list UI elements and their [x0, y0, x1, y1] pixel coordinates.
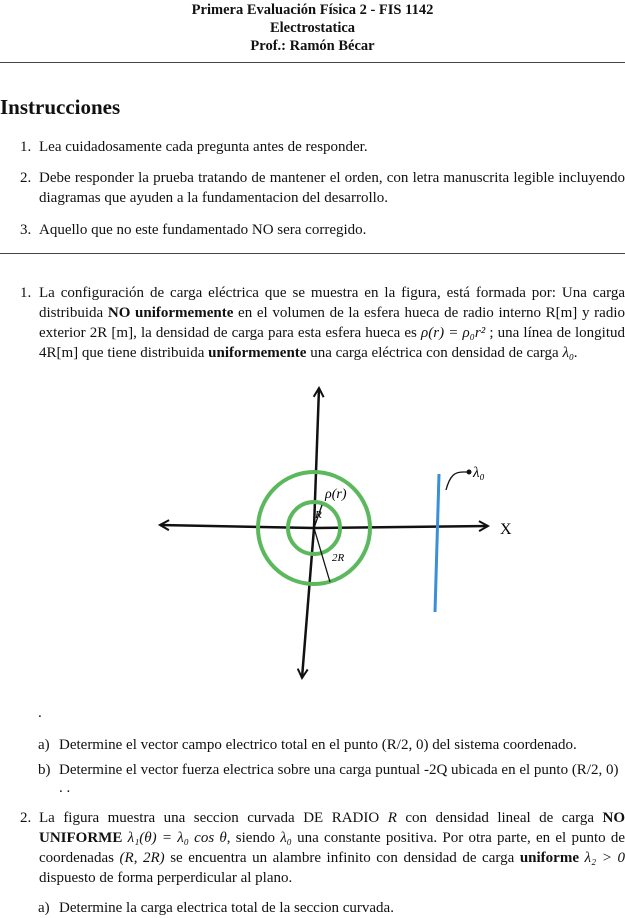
instruction-2-text: Debe responder la prueba tratando de mantener el orden, con letra manuscrita legible incluyendo diagramas que ayuden a la fundamentacion del desarrollo.	[39, 170, 625, 206]
charge-configuration-figure	[150, 380, 520, 685]
lambda-label: λ₀	[473, 465, 485, 481]
q1-bold-1: NO uniformemente	[107, 305, 234, 321]
q2-lambda2-condition: λ₂ > 0	[584, 850, 625, 866]
lambda-pointer	[446, 472, 468, 490]
q2-part-a-text: Determine la carga electrica total de la seccion curvada.	[59, 900, 394, 916]
x-axis-label: X	[500, 521, 512, 538]
stray-dot: .	[38, 705, 42, 721]
charged-line	[435, 474, 439, 612]
question-2-number: 2.	[20, 810, 32, 826]
rho-label: ρ(r)	[325, 487, 347, 502]
q2-text-1: La figura muestra una seccion curvada DE RADIO	[39, 810, 388, 826]
q1-lambda-symbol: λ₀.	[562, 345, 578, 361]
lambda-pointer-dot	[467, 470, 472, 475]
question-1-number: 1.	[20, 285, 32, 301]
instruction-3-text: Aquello que no este fundamentado NO sera corregido.	[39, 222, 367, 238]
q2-text-4: , siendo	[226, 830, 281, 846]
q2-lambda0-symbol: λ₀	[280, 830, 292, 846]
q2-bold-1: NO UNIFORME	[39, 810, 625, 846]
q1-part-b-continuation: . .	[59, 780, 71, 796]
q2-text-2: con densidad lineal de carga	[396, 810, 603, 826]
exam-title: Primera Evaluación Física 2 - FIS 1142	[191, 2, 434, 18]
q2-bold-2: uniforme	[519, 850, 579, 866]
q2-text-5: una constante positiva. Por otra parte, en el punto de coordenadas	[39, 830, 625, 866]
q1-text-2: en el volumen de la esfera hueca de radio interno R[m] y radio exterior 2R [m], la densidad de carga para esta esfera hueca es	[39, 305, 625, 341]
q1-density-formula: ρ(r) = ρ₀r²	[421, 325, 486, 341]
q1-text-4: una carga eléctrica con densidad de carga	[306, 345, 563, 361]
q1-part-a-label: a)	[38, 737, 50, 753]
q1-part-a-text: Determine el vector campo electrico total en el punto (R/2, 0) del sistema coordenado.	[59, 737, 577, 753]
header-divider	[0, 62, 625, 63]
instructions-heading: Instrucciones	[0, 95, 121, 119]
instruction-3-number: 3.	[20, 222, 32, 238]
instruction-2-number: 2.	[20, 170, 32, 186]
instructions-divider	[0, 253, 625, 254]
q1-bold-2: uniformemente	[208, 345, 307, 361]
x-axis-left	[160, 525, 314, 528]
y-axis-up	[314, 388, 319, 528]
q1-part-b-label: b)	[38, 762, 51, 778]
q2-text-8: dispuesto de forma perperdicular al plano.	[39, 870, 293, 886]
question-1-statement	[39, 283, 625, 363]
q2-radius-symbol: R	[387, 810, 397, 826]
q1-text-3: ; una línea de longitud 4R[m] que tiene distribuida	[39, 325, 625, 361]
instruction-1-number: 1.	[20, 139, 32, 155]
q2-coordinates: (R, 2R)	[119, 850, 165, 866]
instruction-1-text: Lea cuidadosamente cada pregunta antes de responder.	[39, 139, 368, 155]
exam-professor: Prof.: Ramón Bécar	[250, 38, 375, 54]
q1-text-1: La configuración de carga eléctrica que se muestra en la figura, está formada por: Una carga distribuida	[39, 285, 625, 321]
question-2-statement	[39, 808, 625, 888]
q2-lambda1-formula: λ₁(θ) = λ₀ cos θ	[127, 830, 227, 846]
R-label: R	[315, 509, 322, 521]
q2-text-6: se encuentra un alambre infinito con densidad de carga	[164, 850, 520, 866]
q1-part-b-text: Determine el vector fuerza electrica sobre una carga puntual -2Q ubicada en el punto (R/2, 0)	[59, 762, 619, 778]
exam-topic: Electrostatica	[269, 20, 356, 36]
2R-label: 2R	[332, 552, 345, 564]
q2-part-a-label: a)	[38, 900, 50, 916]
